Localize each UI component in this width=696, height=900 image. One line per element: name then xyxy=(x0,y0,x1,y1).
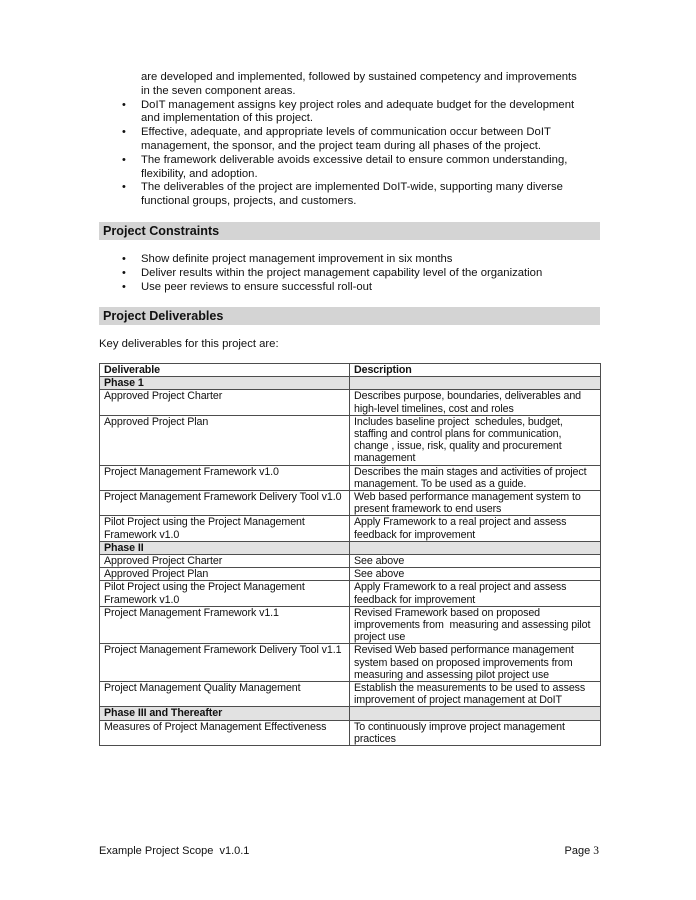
description-cell: Apply Framework to a real project and assess feedback for improvement xyxy=(350,581,601,606)
deliverable-cell: Project Management Framework Delivery Tool v1.1 xyxy=(100,644,350,682)
deliverable-cell: Approved Project Plan xyxy=(100,568,350,581)
deliverables-table xyxy=(99,363,601,746)
bullet-text: The deliverables of the project are implemented DoIT-wide, supporting many diverse functional groups, projects, and customers. xyxy=(141,181,563,208)
description-cell: Apply Framework to a real project and assess feedback for improvement xyxy=(350,516,601,541)
table-row xyxy=(100,516,601,541)
phase-label: Phase II xyxy=(100,541,350,554)
bullet-text: Show definite project management improvement in six months xyxy=(141,253,453,265)
deliverable-cell: Approved Project Charter xyxy=(100,390,350,415)
bullet-icon: • xyxy=(122,98,126,111)
deliverable-cell: Pilot Project using the Project Management Framework v1.0 xyxy=(100,516,350,541)
table-row-phase xyxy=(100,541,601,554)
phase-empty-cell xyxy=(350,541,601,554)
list-item xyxy=(99,253,588,267)
description-cell: Includes baseline project schedules, budget, staffing and control plans for communication, change , issue, risk, quality and procurement management xyxy=(350,415,601,465)
assumptions-list xyxy=(99,71,588,209)
footer-page-indicator xyxy=(565,845,600,857)
table-row xyxy=(100,568,601,581)
list-item xyxy=(99,126,588,154)
footer-page-label: Page xyxy=(564,845,594,857)
deliverable-cell: Measures of Project Management Effectiveness xyxy=(100,720,350,745)
phase-label: Phase 1 xyxy=(100,377,350,390)
list-item xyxy=(99,181,588,209)
table-row xyxy=(100,491,601,516)
deliverable-cell: Project Management Framework Delivery Tool v1.0 xyxy=(100,491,350,516)
description-cell: See above xyxy=(350,568,601,581)
table-row xyxy=(100,606,601,644)
bullet-text: DoIT management assigns key project roles and adequate budget for the development and implementation of this project. xyxy=(141,98,575,125)
section-header-constraints: Project Constraints xyxy=(99,222,600,240)
bullet-text: The framework deliverable avoids excessive detail to ensure common understanding, flexibility, and adoption. xyxy=(141,153,568,180)
table-row xyxy=(100,555,601,568)
description-cell: See above xyxy=(350,555,601,568)
deliverable-cell: Approved Project Charter xyxy=(100,555,350,568)
continuation-paragraph: are developed and implemented, followed by sustained competency and improvements in the seven component areas. xyxy=(141,71,577,97)
bullet-text: Use peer reviews to ensure successful roll-out xyxy=(141,280,373,293)
bullet-icon: • xyxy=(122,126,126,139)
table-header-row xyxy=(100,364,601,377)
table-row xyxy=(100,581,601,606)
deliverable-cell: Approved Project Plan xyxy=(100,415,350,465)
table-row-phase xyxy=(100,707,601,720)
deliverable-cell: Pilot Project using the Project Management Framework v1.0 xyxy=(100,581,350,606)
constraints-list xyxy=(99,253,588,294)
table-row xyxy=(100,720,601,745)
deliverable-cell: Project Management Framework v1.1 xyxy=(100,606,350,644)
list-item xyxy=(99,281,588,295)
list-item xyxy=(99,99,588,127)
bullet-icon: • xyxy=(122,153,126,166)
table-row xyxy=(100,390,601,415)
footer-page-number: 3 xyxy=(593,845,599,857)
phase-label: Phase III and Thereafter xyxy=(100,707,350,720)
phase-empty-cell xyxy=(350,377,601,390)
description-cell: Web based performance management system to present framework to end users xyxy=(350,491,601,516)
deliverable-cell: Project Management Framework v1.0 xyxy=(100,465,350,490)
bullet-text: Effective, adequate, and appropriate levels of communication occur between DoIT management, the sponsor, and the project team during all phases of the project. xyxy=(141,126,551,152)
bullet-icon: • xyxy=(122,253,126,265)
section-header-deliverables: Project Deliverables xyxy=(99,307,600,325)
bullet-text: Deliver results within the project management capability level of the organization xyxy=(141,266,543,279)
table-row xyxy=(100,465,601,490)
column-header-description: Description xyxy=(350,364,601,377)
description-cell: To continuously improve project management practices xyxy=(350,720,601,745)
description-cell: Establish the measurements to be used to assess improvement of project management at DoIT xyxy=(350,682,601,707)
bullet-icon: • xyxy=(122,280,126,293)
table-row xyxy=(100,644,601,682)
description-cell: Describes purpose, boundaries, deliverables and high-level timelines, cost and roles xyxy=(350,390,601,415)
list-item xyxy=(99,267,588,281)
bullet-icon: • xyxy=(122,266,126,279)
table-row-phase xyxy=(100,377,601,390)
description-cell: Revised Web based performance management system based on proposed improvements from measuring and assessing pilot project use xyxy=(350,644,601,682)
table-row xyxy=(100,682,601,707)
list-item xyxy=(99,154,588,182)
deliverable-cell: Project Management Quality Management xyxy=(100,682,350,707)
phase-empty-cell xyxy=(350,707,601,720)
table-row xyxy=(100,415,601,465)
footer-document-title: Example Project Scope v1.0.1 xyxy=(99,845,250,857)
description-cell: Revised Framework based on proposed improvements from measuring and assessing pilot project use xyxy=(350,606,601,644)
bullet-icon: • xyxy=(122,181,126,194)
description-cell: Describes the main stages and activities of project management. To be used as a guide. xyxy=(350,465,601,490)
column-header-deliverable: Deliverable xyxy=(100,364,350,377)
deliverables-intro: Key deliverables for this project are: xyxy=(99,338,279,350)
